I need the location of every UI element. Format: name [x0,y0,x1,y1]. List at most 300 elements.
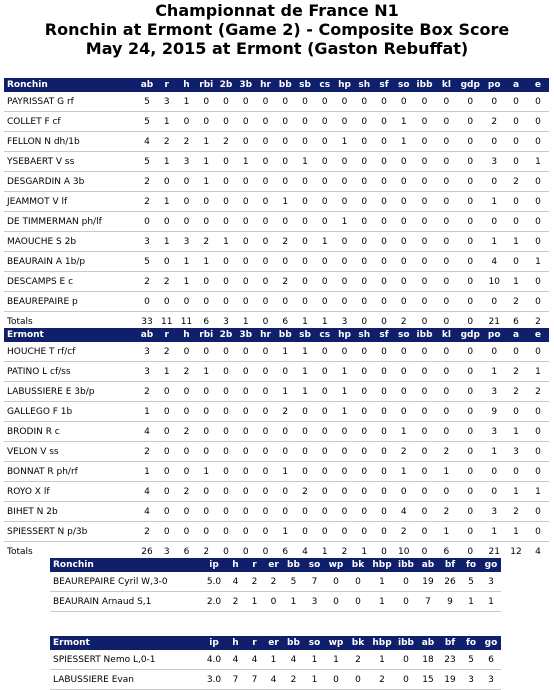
stat-cell: 0 [236,522,256,542]
player-row [4,252,549,272]
total-cell: 4 [302,546,308,557]
stat-cell: 0 [216,502,236,522]
stat-cell: 0 [315,462,335,482]
stat-cell: 2 [283,670,304,690]
stat-cell: 0 [395,572,417,592]
stat-cell: 0 [216,292,236,312]
stat-cell: 3 [483,152,505,172]
column-header-ab: ab [417,636,439,650]
stat-cell: 0 [335,442,355,462]
stat-cell: 0 [457,92,483,112]
stat-cell: 0 [325,592,347,612]
stat-cell: 0 [354,502,374,522]
stat-cell: 0 [457,172,483,192]
stat-cell: 4 [264,670,283,690]
column-header-sb: sb [295,78,315,92]
stat-cell: 3 [483,502,505,522]
column-header-ab: ab [137,78,157,92]
stat-cell: 0 [435,292,457,312]
stat-cell: 0 [505,192,527,212]
column-header-sb: sb [295,328,315,342]
stat-cell: 0 [157,442,177,462]
stat-cell: 0 [157,252,177,272]
column-header-ibb: ibb [395,558,417,572]
stat-cell: 0 [295,442,315,462]
pitching-header-row [50,636,501,650]
stat-cell: 0 [275,502,295,522]
stat-cell: 0 [157,522,177,542]
title-date-venue: May 24, 2015 at Ermont (Gaston Rebuffat) [85,39,469,58]
column-header-po: po [483,328,505,342]
stat-cell: 0 [335,92,355,112]
stat-cell: 0 [295,272,315,292]
stat-cell: 0 [315,132,335,152]
stat-cell: 0 [177,462,197,482]
stat-cell: 1 [157,152,177,172]
total-cell: 2 [400,316,407,327]
stat-cell: 0 [435,152,457,172]
stat-cell: 1 [245,592,264,612]
total-cell: 0 [421,316,428,327]
stat-cell: 0 [414,92,436,112]
stat-cell: 2 [137,522,157,542]
pitcher-row [50,650,501,670]
stat-cell: 0 [256,382,276,402]
stat-cell: 0 [275,92,295,112]
batting-header-row [4,328,549,342]
stat-cell: 0 [457,342,483,362]
stat-cell: 0 [347,572,369,592]
stat-cell: 4 [137,502,157,522]
player-name: FELLON N dh/1b [4,132,137,152]
stat-cell: 1 [461,592,481,612]
stat-cell: 4 [137,422,157,442]
stat-cell: 1 [394,462,414,482]
stat-cell: 2 [435,442,457,462]
stat-cell: 0 [275,362,295,382]
stat-cell: 0 [315,382,335,402]
stat-cell: 2 [137,442,157,462]
stat-cell: 0 [295,212,315,232]
stat-cell: 1 [295,152,315,172]
stat-cell: 1 [527,362,549,382]
stat-cell: 9 [439,592,461,612]
stat-cell: 1 [483,362,505,382]
stat-cell: 0 [374,402,394,422]
stat-cell: 0 [354,272,374,292]
stat-cell: 0 [374,342,394,362]
column-header-bb: bb [275,328,295,342]
pitching-table-ermont [50,636,501,690]
stat-cell: 1 [505,422,527,442]
total-cell: 0 [262,546,269,557]
stat-cell: 1 [505,482,527,502]
stat-cell: 5 [137,92,157,112]
stat-cell: 0 [394,292,414,312]
stat-cell: 1 [335,362,355,382]
stat-cell: 0 [236,402,256,422]
stat-cell: 0 [505,342,527,362]
stat-cell: 0 [414,112,436,132]
column-header-so: so [394,328,414,342]
stat-cell: 4 [483,252,505,272]
stat-cell: 3 [177,232,197,252]
stat-cell: 0 [527,292,549,312]
player-row [4,502,549,522]
pitcher-name: LABUSSIERE Evan [50,670,202,690]
stat-cell: 1 [196,152,216,172]
stat-cell: 0 [394,92,414,112]
stat-cell: 1 [295,362,315,382]
stat-cell: 0 [374,132,394,152]
column-header-r: r [245,636,264,650]
stat-cell: 2 [369,670,395,690]
stat-cell: 0 [435,422,457,442]
stat-cell: 0 [457,212,483,232]
stat-cell: 1 [335,402,355,422]
stat-cell: 0 [335,152,355,172]
stat-cell: 0 [483,172,505,192]
stat-cell: 0 [527,442,549,462]
stat-cell: 1 [216,232,236,252]
stat-cell: 0 [414,342,436,362]
player-row [4,132,549,152]
player-row [4,482,549,502]
stat-cell: 1 [275,192,295,212]
stat-cell: 0 [315,92,335,112]
total-cell: 0 [443,316,450,327]
stat-cell: 0 [256,402,276,422]
stat-cell: 1 [275,342,295,362]
pitcher-name: SPIESSERT Nemo L,0-1 [50,650,202,670]
stat-cell: 1 [505,272,527,292]
stat-cell: 0 [394,342,414,362]
stat-cell: 1 [335,212,355,232]
player-name: VELON V ss [4,442,137,462]
stat-cell: 3.0 [202,670,226,690]
player-name: BEAUREPAIRE p [4,292,137,312]
player-row [4,342,549,362]
column-header-hr: hr [256,78,276,92]
stat-cell: 1 [483,442,505,462]
stat-cell: 0 [414,272,436,292]
player-name: YSEBAERT V ss [4,152,137,172]
column-header-ibb: ibb [395,636,417,650]
stat-cell: 0 [315,402,335,422]
stat-cell: 0 [295,252,315,272]
stat-cell: 4 [245,650,264,670]
stat-cell: 0 [236,92,256,112]
stat-cell: 0 [315,422,335,442]
stat-cell: 1 [435,462,457,482]
stat-cell: 0 [483,132,505,152]
stat-cell: 0 [354,522,374,542]
column-header-cs: cs [315,78,335,92]
stat-cell: 0 [256,172,276,192]
stat-cell: 0 [435,382,457,402]
stat-cell: 4 [137,482,157,502]
total-cell: 6 [513,316,519,327]
player-name: HOUCHE T rf/cf [4,342,137,362]
stat-cell: 0 [414,192,436,212]
column-header-fo: fo [461,558,481,572]
stat-cell: 0 [435,192,457,212]
stat-cell: 0 [256,342,276,362]
total-cell: 2 [341,546,348,557]
stat-cell: 0 [354,362,374,382]
stat-cell: 0 [295,522,315,542]
stat-cell: 2 [275,402,295,422]
column-header-h: h [177,78,197,92]
stat-cell: 0 [457,382,483,402]
stat-cell: 0 [315,442,335,462]
stat-cell: 0 [177,502,197,522]
stat-cell: 2 [157,132,177,152]
stat-cell: 0 [256,502,276,522]
total-cell: 0 [262,316,269,327]
stat-cell: 0 [527,112,549,132]
stat-cell: 0 [354,382,374,402]
stat-cell: 0 [347,670,369,690]
stat-cell: 0 [177,382,197,402]
column-header-so: so [304,558,325,572]
stat-cell: 0 [256,462,276,482]
stat-cell: 0 [236,132,256,152]
stat-cell: 0 [275,112,295,132]
stat-cell: 0 [335,462,355,482]
stat-cell: 5 [283,572,304,592]
stat-cell: 0 [236,292,256,312]
stat-cell: 0 [457,482,483,502]
stat-cell: 0 [505,462,527,482]
stat-cell: 0 [216,192,236,212]
column-header-r: r [245,558,264,572]
total-cell: 3 [163,546,170,557]
pitcher-row [50,572,501,592]
column-header-er: er [264,636,283,650]
stat-cell: 0 [435,132,457,152]
pitcher-row [50,592,501,612]
player-name: BEAURAIN A 1b/p [4,252,137,272]
column-header-cs: cs [315,328,335,342]
player-name: BIHET N 2b [4,502,137,522]
stat-cell: 0 [457,112,483,132]
stat-cell: 15 [417,670,439,690]
stat-cell: 0 [295,132,315,152]
stat-cell: 0 [354,112,374,132]
total-cell: 21 [488,316,500,327]
stat-cell: 0 [177,212,197,232]
stat-cell: 0 [354,212,374,232]
player-row [4,402,549,422]
stat-cell: 0 [196,522,216,542]
team-name-header: Ermont [4,328,137,342]
stat-cell: 2 [275,272,295,292]
stat-cell: 0 [295,462,315,482]
total-cell: 0 [242,546,249,557]
column-header-hp: hp [335,78,355,92]
stat-cell: 0 [315,212,335,232]
stat-cell: 0 [256,522,276,542]
column-header-go: go [481,558,501,572]
player-name: LABUSSIERE E 3b/p [4,382,137,402]
stat-cell: 0 [395,670,417,690]
stat-cell: 0 [236,482,256,502]
column-header-sh: sh [354,78,374,92]
player-name: COLLET F cf [4,112,137,132]
column-header-h: h [226,558,245,572]
stat-cell: 0 [354,92,374,112]
stat-cell: 0 [354,172,374,192]
stat-cell: 4 [394,502,414,522]
stat-cell: 1 [335,382,355,402]
stat-cell: 0 [457,152,483,172]
stat-cell: 0 [374,92,394,112]
stat-cell: 0 [196,422,216,442]
stat-cell: 2 [245,572,264,592]
stat-cell: 0 [395,592,417,612]
stat-cell: 0 [457,252,483,272]
total-cell: 21 [488,546,500,557]
stat-cell: 0 [216,482,236,502]
stat-cell: 5 [137,152,157,172]
stat-cell: 9 [483,402,505,422]
stat-cell: 1 [505,522,527,542]
stat-cell: 0 [216,442,236,462]
player-row [4,382,549,402]
stat-cell: 2 [483,112,505,132]
stat-cell: 0 [457,292,483,312]
stat-cell: 0 [374,482,394,502]
batting-table-ermont [4,328,549,561]
stat-cell: 0 [335,482,355,502]
stat-cell: 7 [417,592,439,612]
stat-cell: 0 [315,192,335,212]
player-name: DE TIMMERMAN ph/lf [4,212,137,232]
stat-cell: 0 [335,252,355,272]
stat-cell: 0 [177,112,197,132]
column-header-ab: ab [417,558,439,572]
stat-cell: 0 [196,442,216,462]
player-row [4,112,549,132]
column-header-sf: sf [374,78,394,92]
stat-cell: 0 [394,232,414,252]
stat-cell: 0 [505,212,527,232]
stat-cell: 0 [275,132,295,152]
stat-cell: 0 [295,502,315,522]
stat-cell: 2 [157,272,177,292]
stat-cell: 0 [414,522,436,542]
stat-cell: 1 [315,232,335,252]
stat-cell: 2 [347,650,369,670]
column-header-bb: bb [275,78,295,92]
stat-cell: 1 [295,382,315,402]
title-matchup: Ronchin at Ermont (Game 2) - Composite Box Score [44,20,510,39]
stat-cell: 0 [527,422,549,442]
stat-cell: 2 [527,382,549,402]
stat-cell: 0 [457,522,483,542]
stat-cell: 0 [315,172,335,192]
stat-cell: 0 [354,462,374,482]
column-header-e: e [527,328,549,342]
stat-cell: 0 [457,232,483,252]
stat-cell: 0 [216,252,236,272]
column-header-kl: kl [435,328,457,342]
total-cell: 0 [223,546,229,557]
stat-cell: 1 [304,650,325,670]
stat-cell: 0 [256,92,276,112]
stat-cell: 3 [481,670,501,690]
stat-cell: 0 [196,482,216,502]
stat-cell: 0 [157,402,177,422]
stat-cell: 0 [457,442,483,462]
stat-cell: 0 [315,522,335,542]
stat-cell: 1 [304,670,325,690]
column-header-ip: ip [202,558,226,572]
stat-cell: 1 [394,422,414,442]
stat-cell: 0 [177,292,197,312]
stat-cell: 0 [236,112,256,132]
stat-cell: 0 [256,132,276,152]
stat-cell: 0 [295,112,315,132]
stat-cell: 0 [394,362,414,382]
team-name-header: Ronchin [4,78,137,92]
stat-cell: 2 [137,192,157,212]
stat-cell: 2 [177,362,197,382]
stat-cell: 19 [439,670,461,690]
stat-cell: 5 [461,572,481,592]
stat-cell: 0 [275,292,295,312]
stat-cell: 0 [256,212,276,232]
stat-cell: 2 [295,482,315,502]
stat-cell: 0 [374,112,394,132]
stat-cell: 0 [394,212,414,232]
column-header-bf: bf [439,636,461,650]
stat-cell: 1 [483,232,505,252]
stat-cell: 0 [216,362,236,382]
player-name: MAOUCHE S 2b [4,232,137,252]
stat-cell: 0 [435,272,457,292]
stat-cell: 3 [505,442,527,462]
stat-cell: 0 [216,172,236,192]
stat-cell: 0 [435,112,457,132]
stat-cell: 0 [196,272,216,292]
stat-cell: 3 [481,572,501,592]
batting-table-ronchin [4,78,549,331]
stat-cell: 0 [394,402,414,422]
column-header-h: h [226,636,245,650]
stat-cell: 0 [335,112,355,132]
stat-cell: 1 [157,362,177,382]
stat-cell: 0 [275,212,295,232]
box-score-title [0,1,554,58]
stat-cell: 0 [414,382,436,402]
stat-cell: 3 [483,382,505,402]
stat-cell: 0 [335,342,355,362]
stat-cell: 0 [275,422,295,442]
stat-cell: 0 [216,342,236,362]
totals-label: Totals [7,316,33,327]
stat-cell: 0 [295,232,315,252]
stat-cell: 0 [177,402,197,422]
stat-cell: 0 [275,252,295,272]
stat-cell: 0 [414,362,436,382]
stat-cell: 0 [315,112,335,132]
player-name: PATINO L cf/ss [4,362,137,382]
stat-cell: 5 [461,650,481,670]
stat-cell: 0 [157,172,177,192]
column-header-r: r [157,78,177,92]
